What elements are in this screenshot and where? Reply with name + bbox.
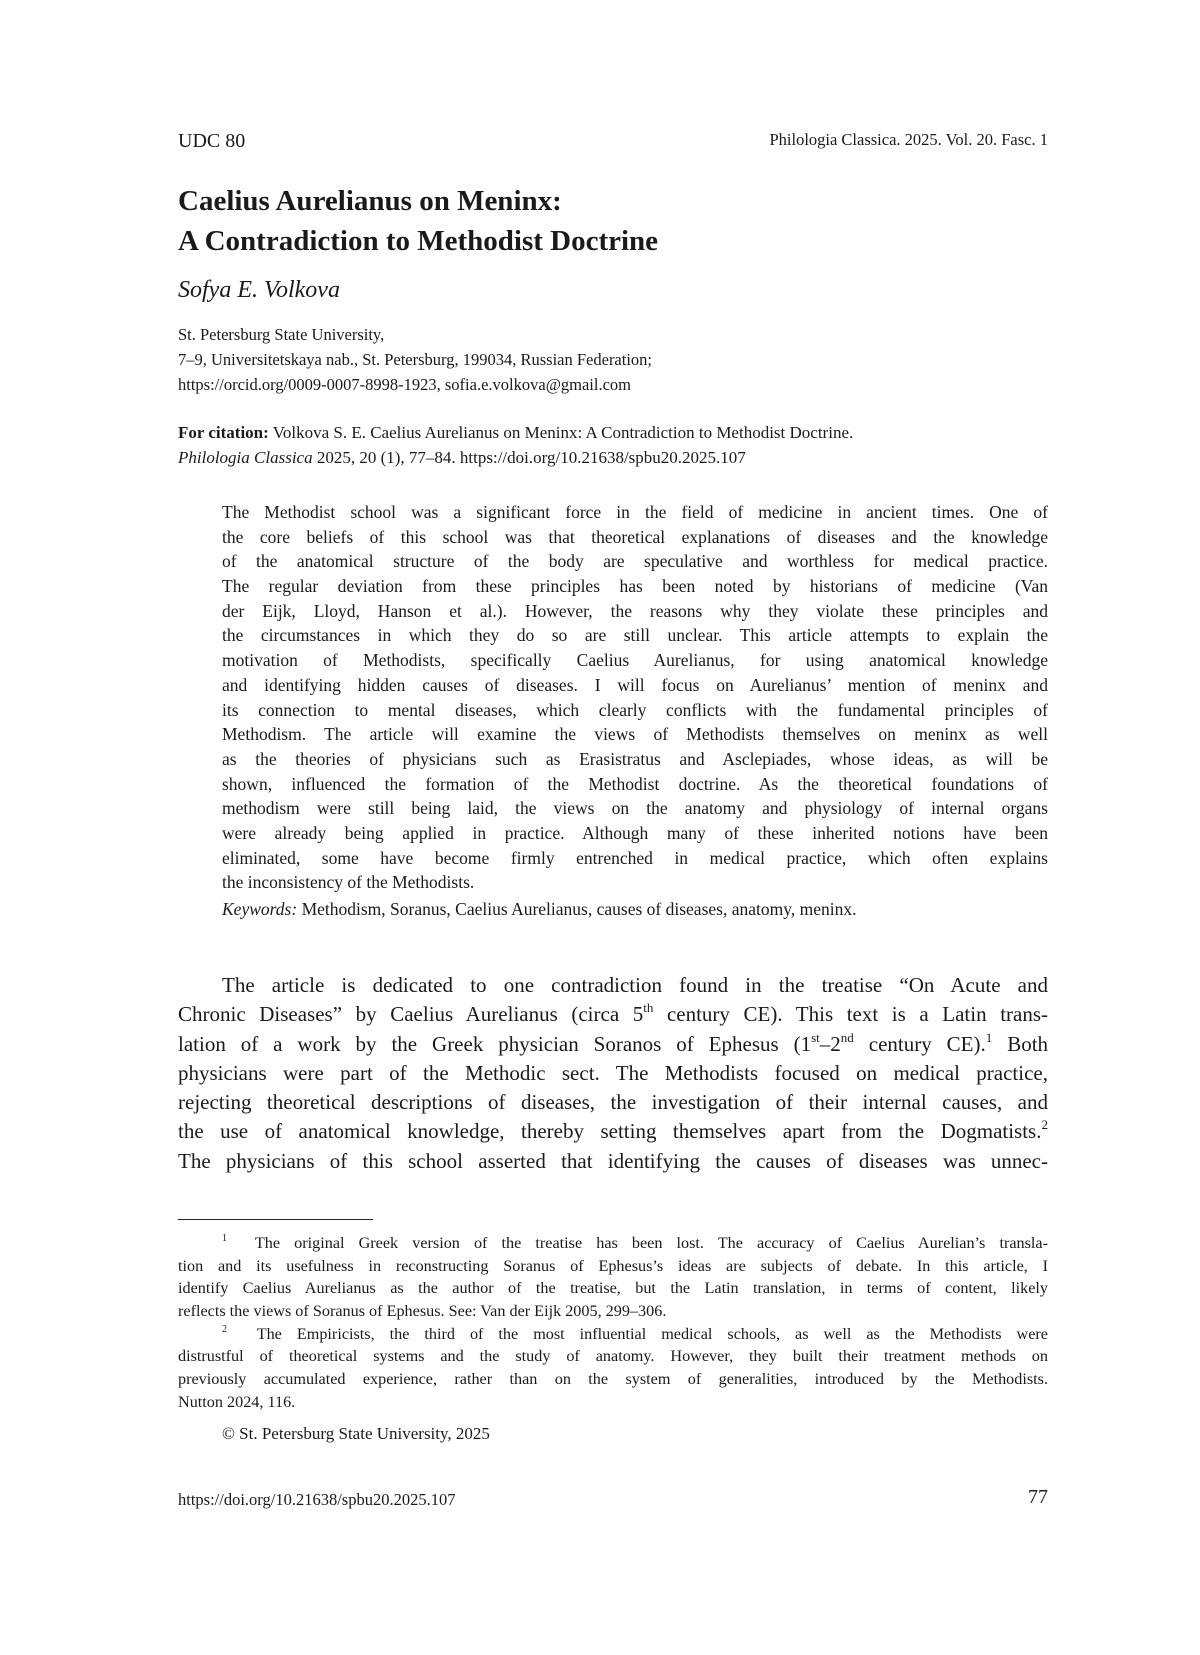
body-text-span: century CE). (868, 1031, 986, 1056)
citation-row-2 (178, 445, 1048, 470)
keywords-list: Methodism, Soranus, Caelius Aurelianus, causes of diseases, anatomy, meninx. (301, 899, 857, 919)
abstract-line: The Methodist school was a significant force in the field of medicine in ancient times. One of (222, 502, 1048, 522)
footnote-1-line: reflects the views of Soranus of Ephesus. See: Van der Eijk 2005, 299–306. (178, 1302, 667, 1321)
footnote-2-line: previously accumulated experience, rather than on the system of generalities, introduced by the Methodists. (178, 1370, 1048, 1389)
citation-journal: Philologia Classica (178, 448, 313, 467)
author-name: Sofya E. Volkova (178, 277, 340, 303)
abstract-line: The regular deviation from these principles has been noted by historians of medicine (Van (222, 576, 1048, 597)
abstract-line: methodism were still being laid, the views on the anatomy and physiology of internal organs (222, 798, 1048, 819)
body-line: physicians were part of the Methodic sect. The Methodists focused on medical practice, (178, 1060, 1048, 1085)
superscript: th (643, 1000, 654, 1016)
footnote-2-line: Nutton 2024, 116. (178, 1392, 296, 1411)
superscript: nd (840, 1029, 854, 1045)
abstract-line: shown, influenced the formation of the Methodist doctrine. As the theoretical foundations of (222, 773, 1048, 794)
abstract (222, 500, 1048, 922)
body-line (178, 1030, 1048, 1059)
page-number: 77 (1028, 1486, 1048, 1508)
footnote-ref-2[interactable]: 2 (1041, 1117, 1048, 1133)
body-line: The physicians of this school asserted that identifying the causes of diseases was unnec- (178, 1148, 1048, 1173)
body-line (178, 1117, 1048, 1146)
citation-label: For citation: (178, 423, 269, 442)
footnotes (178, 1232, 1048, 1414)
copyright-notice: © St. Petersburg State University, 2025 (222, 1424, 490, 1443)
body-text-span: century CE). This text is a Latin trans- (666, 1002, 1049, 1027)
abstract-line: its connection to mental diseases, which clearly conflicts with the fundamental principles of (222, 699, 1048, 720)
abstract-line: of the anatomical structure of the body are speculative and worthless for medical practice. (222, 551, 1048, 572)
body-text-span: Chronic Diseases” by Caelius Aurelianus (circa 5 (178, 1002, 644, 1027)
footnote-1-mark: 1 (222, 1232, 228, 1244)
title-line-1: Caelius Aurelianus on Meninx: (178, 185, 562, 217)
abstract-line: the core beliefs of this school was that theoretical explanations of diseases and the knowledge (222, 526, 1048, 547)
article-page (178, 0, 1048, 1655)
abstract-line: the circumstances in which they do so are still unclear. This article attempts to explain the (222, 625, 1048, 646)
citation-text-1: Volkova S. E. Caelius Aurelianus on Meninx: A Contradiction to Methodist Doctrine. (272, 423, 854, 442)
footer-doi-link[interactable]: https://doi.org/10.21638/spbu20.2025.107 (178, 1490, 456, 1509)
body-line (178, 1000, 1048, 1029)
body-line: rejecting theoretical descriptions of diseases, the investigation of their internal causes, and (178, 1090, 1048, 1115)
abstract-line: as the theories of physicians such as Erasistratus and Asclepiades, whose ideas, as will be (222, 748, 1048, 769)
page-header (178, 130, 1048, 158)
footnote-ref-1[interactable]: 1 (985, 1029, 993, 1045)
abstract-line: the inconsistency of the Methodists. (222, 872, 475, 893)
body-text-span: Both (1007, 1031, 1049, 1056)
affiliation-line-3[interactable]: https://orcid.org/0009-0007-8998-1923, sofia.e.volkova@gmail.com (178, 375, 631, 394)
abstract-line: and identifying hidden causes of diseases. I will focus on Aurelianus’ mention of meninx and (222, 674, 1048, 695)
abstract-line: der Eijk, Lloyd, Hanson et al.). However, the reasons why they violate these principles and (222, 600, 1048, 621)
body-text-span: lation of a work by the Greek physician Soranos of Ephesus (1 (178, 1031, 812, 1056)
footnote-2-mark: 2 (222, 1323, 228, 1335)
abstract-line: eliminated, some have become firmly entrenched in medical practice, which often explains (222, 847, 1048, 868)
footnote-text: The Empiricists, the third of the most influential medical schools, as well as the Methodists were (256, 1324, 1048, 1343)
affiliation-line-1: St. Petersburg State University, (178, 325, 385, 344)
abstract-line: were already being applied in practice. Although many of these inherited notions have been (222, 822, 1048, 843)
article-title (178, 181, 1048, 261)
footnote-2-line (178, 1323, 1048, 1346)
citation-text-2[interactable]: 2025, 20 (1), 77–84. https://doi.org/10.21638/spbu20.2025.107 (316, 448, 746, 467)
footnote-1-line: identify Caelius Aurelianus as the author of the treatise, but the Latin translation, in terms of content, likely (178, 1279, 1048, 1298)
body-text (178, 971, 1048, 1176)
title-line-2: A Contradiction to Methodist Doctrine (178, 225, 659, 257)
author-affiliation (178, 322, 652, 397)
keywords (222, 897, 1048, 922)
abstract-line: Methodism. The article will examine the views of Methodists themselves on meninx as well (222, 724, 1048, 745)
body-text-span: the use of anatomical knowledge, thereby setting themselves apart from the Dogmatists. (178, 1119, 1042, 1144)
footnote-1-line (178, 1232, 1048, 1255)
keywords-label: Keywords: (222, 899, 298, 919)
citation-block (178, 420, 1048, 470)
footnote-2-line: distrustful of theoretical systems and the study of anatomy. However, they built their treatment methods on (178, 1347, 1048, 1366)
superscript: st (811, 1029, 820, 1045)
footnote-text: The original Greek version of the treatise has been lost. The accuracy of Caelius Aurelian’s transla- (254, 1234, 1048, 1252)
journal-reference: Philologia Classica. 2025. Vol. 20. Fasc. 1 (769, 130, 1048, 149)
body-text-span: –2 (819, 1031, 841, 1056)
citation-row-1 (178, 420, 1048, 445)
udc-code: UDC 80 (178, 130, 246, 152)
footnote-1-line: tion and its usefulness in reconstructing Soranus of Ephesus’s ideas are subjects of debate. In this article, I (178, 1256, 1048, 1275)
footnote-divider (178, 1219, 373, 1220)
body-line: The article is dedicated to one contradiction found in the treatise “On Acute and (222, 973, 1048, 997)
affiliation-line-2: 7–9, Universitetskaya nab., St. Petersburg, 199034, Russian Federation; (178, 350, 653, 369)
abstract-line: motivation of Methodists, specifically Caelius Aurelianus, for using anatomical knowledge (222, 650, 1048, 671)
